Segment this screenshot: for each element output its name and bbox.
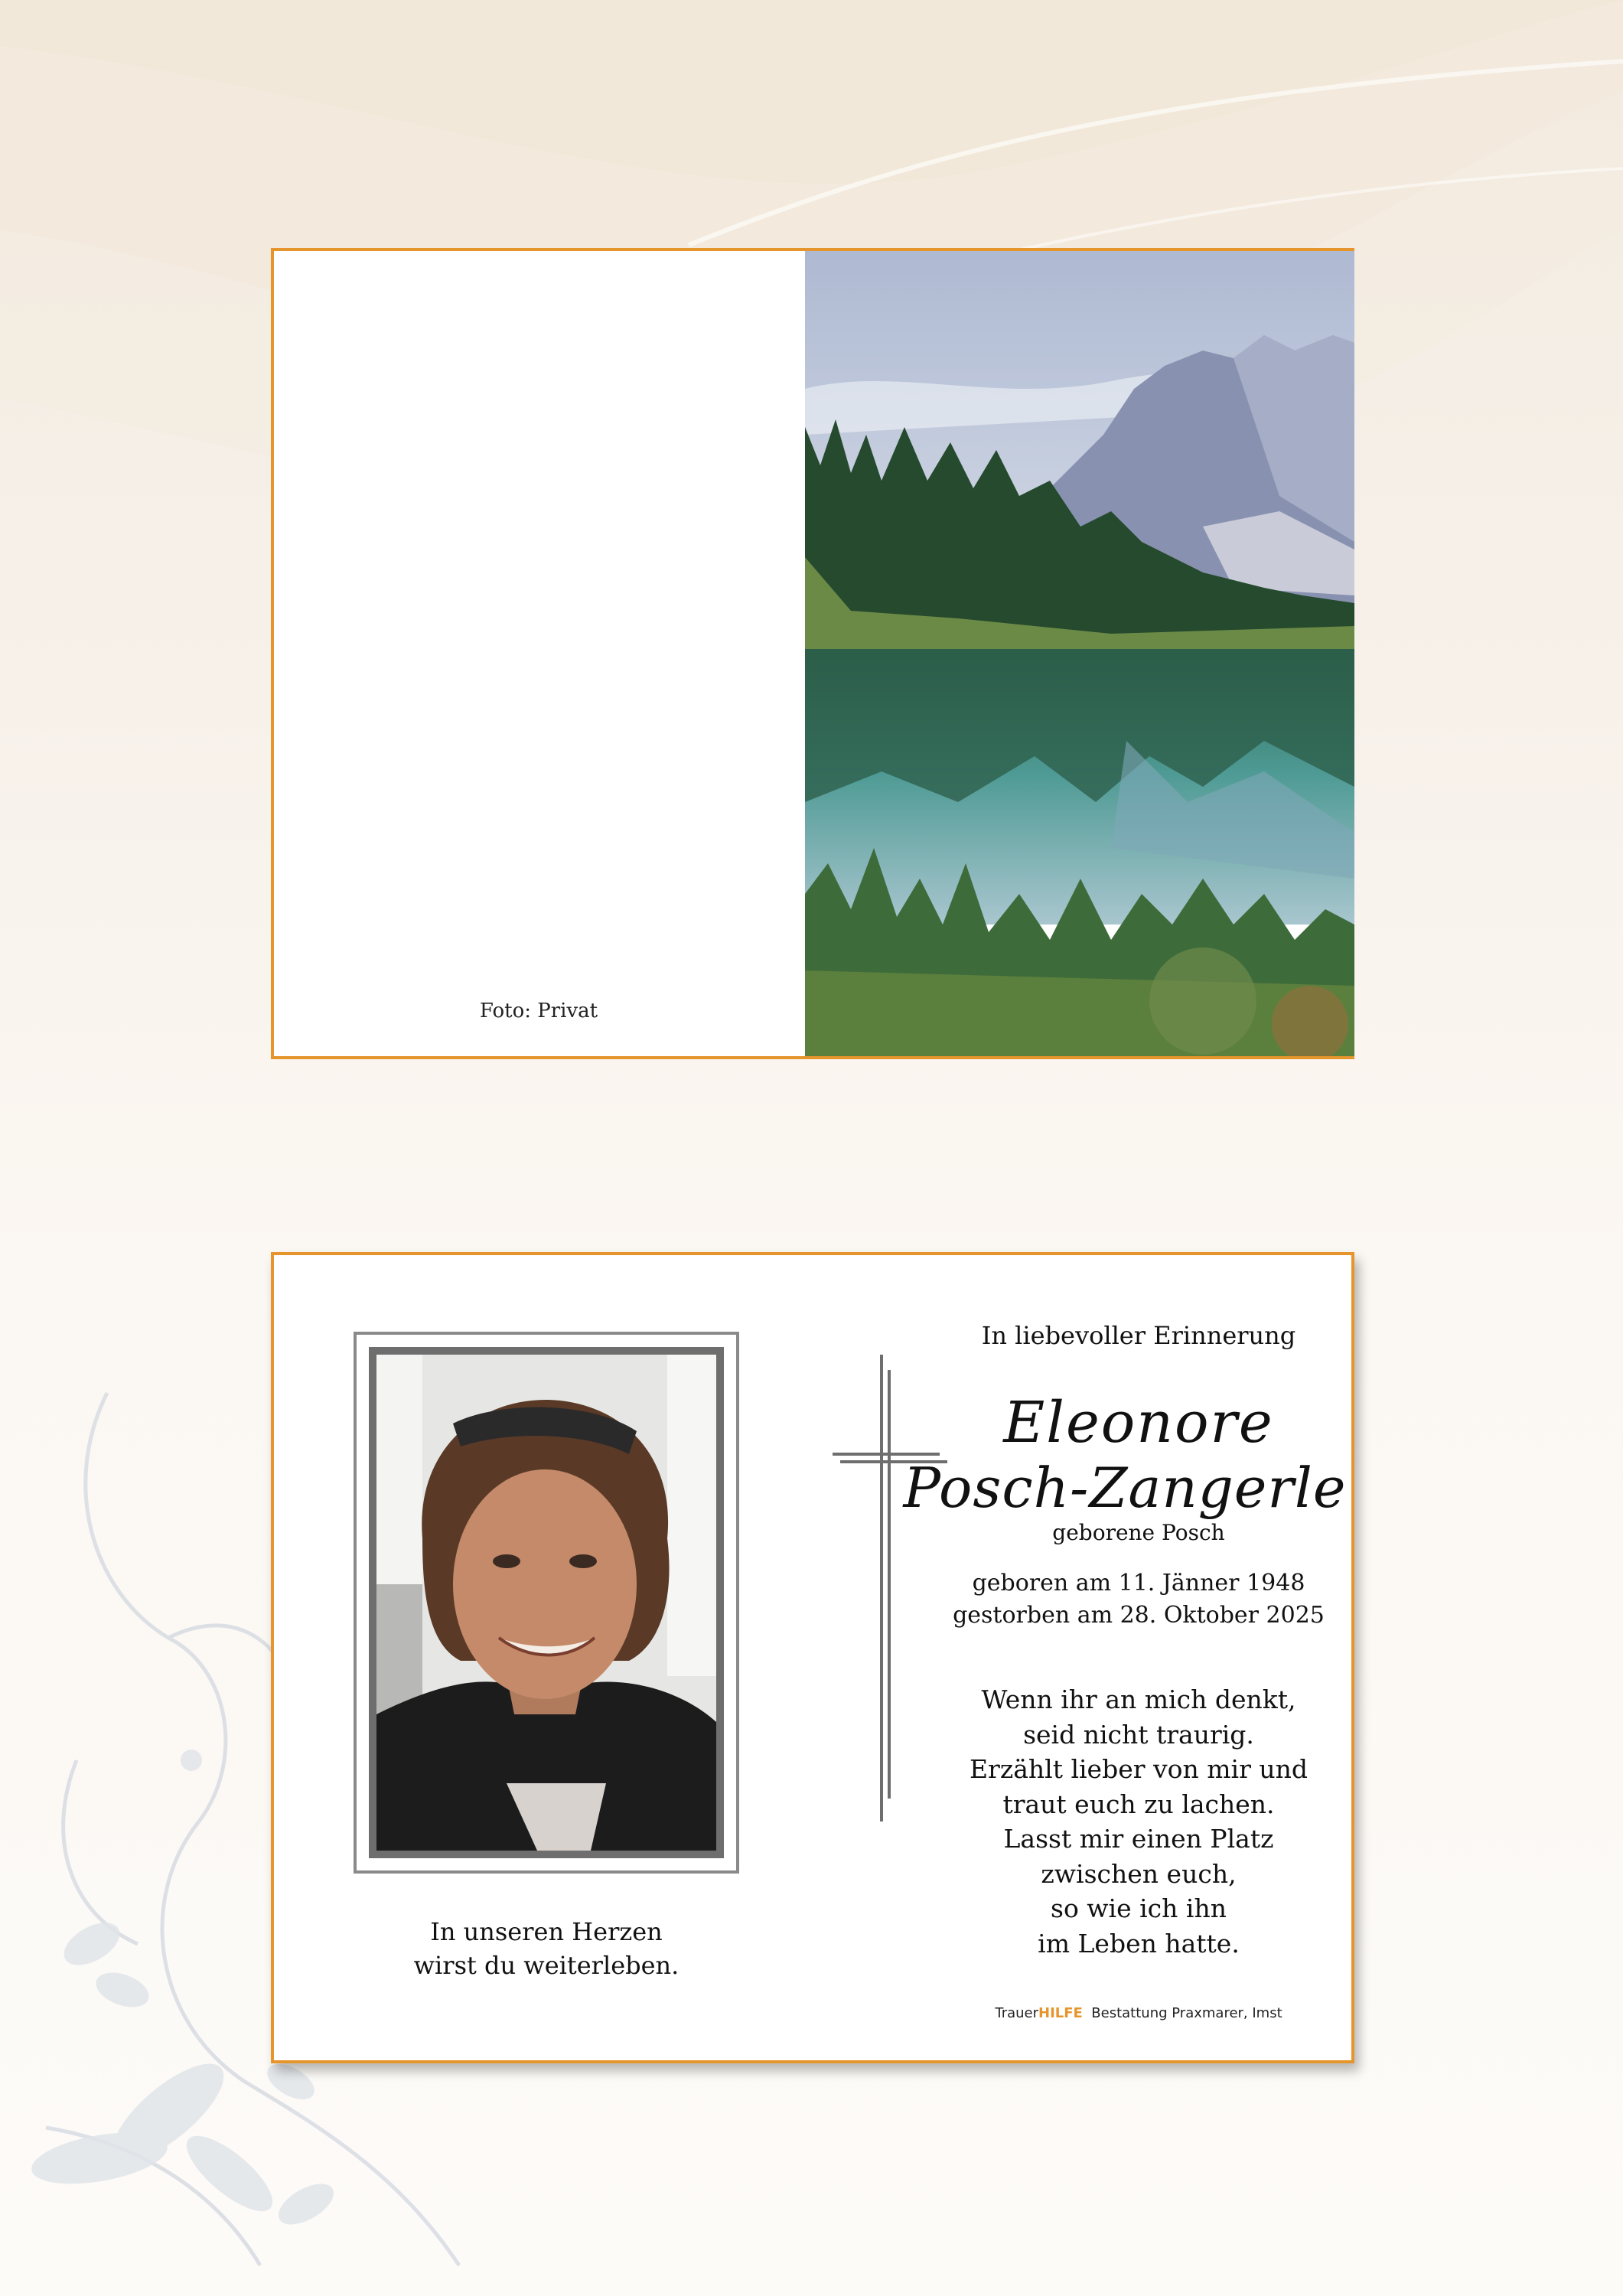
verse-right-line: Wenn ihr an mich denkt,	[981, 1684, 1296, 1714]
portrait-photo	[369, 1347, 724, 1858]
portrait-frame	[354, 1332, 739, 1874]
verse-right-line: so wie ich ihn	[1051, 1893, 1227, 1923]
birth-date: geboren am 11. Jänner 1948	[972, 1570, 1305, 1596]
verse-right-line: zwischen euch,	[1041, 1858, 1237, 1889]
landscape-photo	[805, 251, 1354, 1056]
cross-icon	[833, 1355, 947, 1821]
verse-left	[354, 1915, 739, 1982]
funeral-home-name: Bestattung Praxmarer, Imst	[1091, 2005, 1282, 2021]
verse-right-line: seid nicht traurig.	[1023, 1719, 1254, 1750]
life-dates	[932, 1567, 1345, 1632]
funeral-home-footer	[932, 2005, 1345, 2021]
verse-right-line: Erzählt lieber von mir und	[969, 1754, 1309, 1784]
brand-logo-part-b: HILFE	[1038, 2005, 1083, 2021]
photo-credit: Foto: Privat	[479, 1000, 598, 1022]
verse-right-line: Lasst mir einen Platz	[1003, 1824, 1274, 1854]
death-date: gestorben am 28. Oktober 2025	[953, 1602, 1325, 1629]
verse-right-line: im Leben hatte.	[1038, 1928, 1240, 1958]
verse-left-line: wirst du weiterleben.	[413, 1951, 680, 1980]
card-outer-spread	[271, 248, 1354, 1059]
first-name: Eleonore	[1003, 1390, 1274, 1456]
card-inner-spread	[271, 1252, 1354, 2063]
verse-left-line: In unseren Herzen	[430, 1917, 663, 1946]
maiden-name: geborene Posch	[1052, 1520, 1225, 1545]
brand-logo-part-a: Trauer	[995, 2005, 1039, 2021]
verse-right	[932, 1682, 1345, 1961]
last-name: Posch-Zangerle	[903, 1456, 1347, 1520]
intro-text: In liebevoller Erinnerung	[981, 1321, 1296, 1350]
verse-right-line: traut euch zu lachen.	[1002, 1789, 1275, 1819]
